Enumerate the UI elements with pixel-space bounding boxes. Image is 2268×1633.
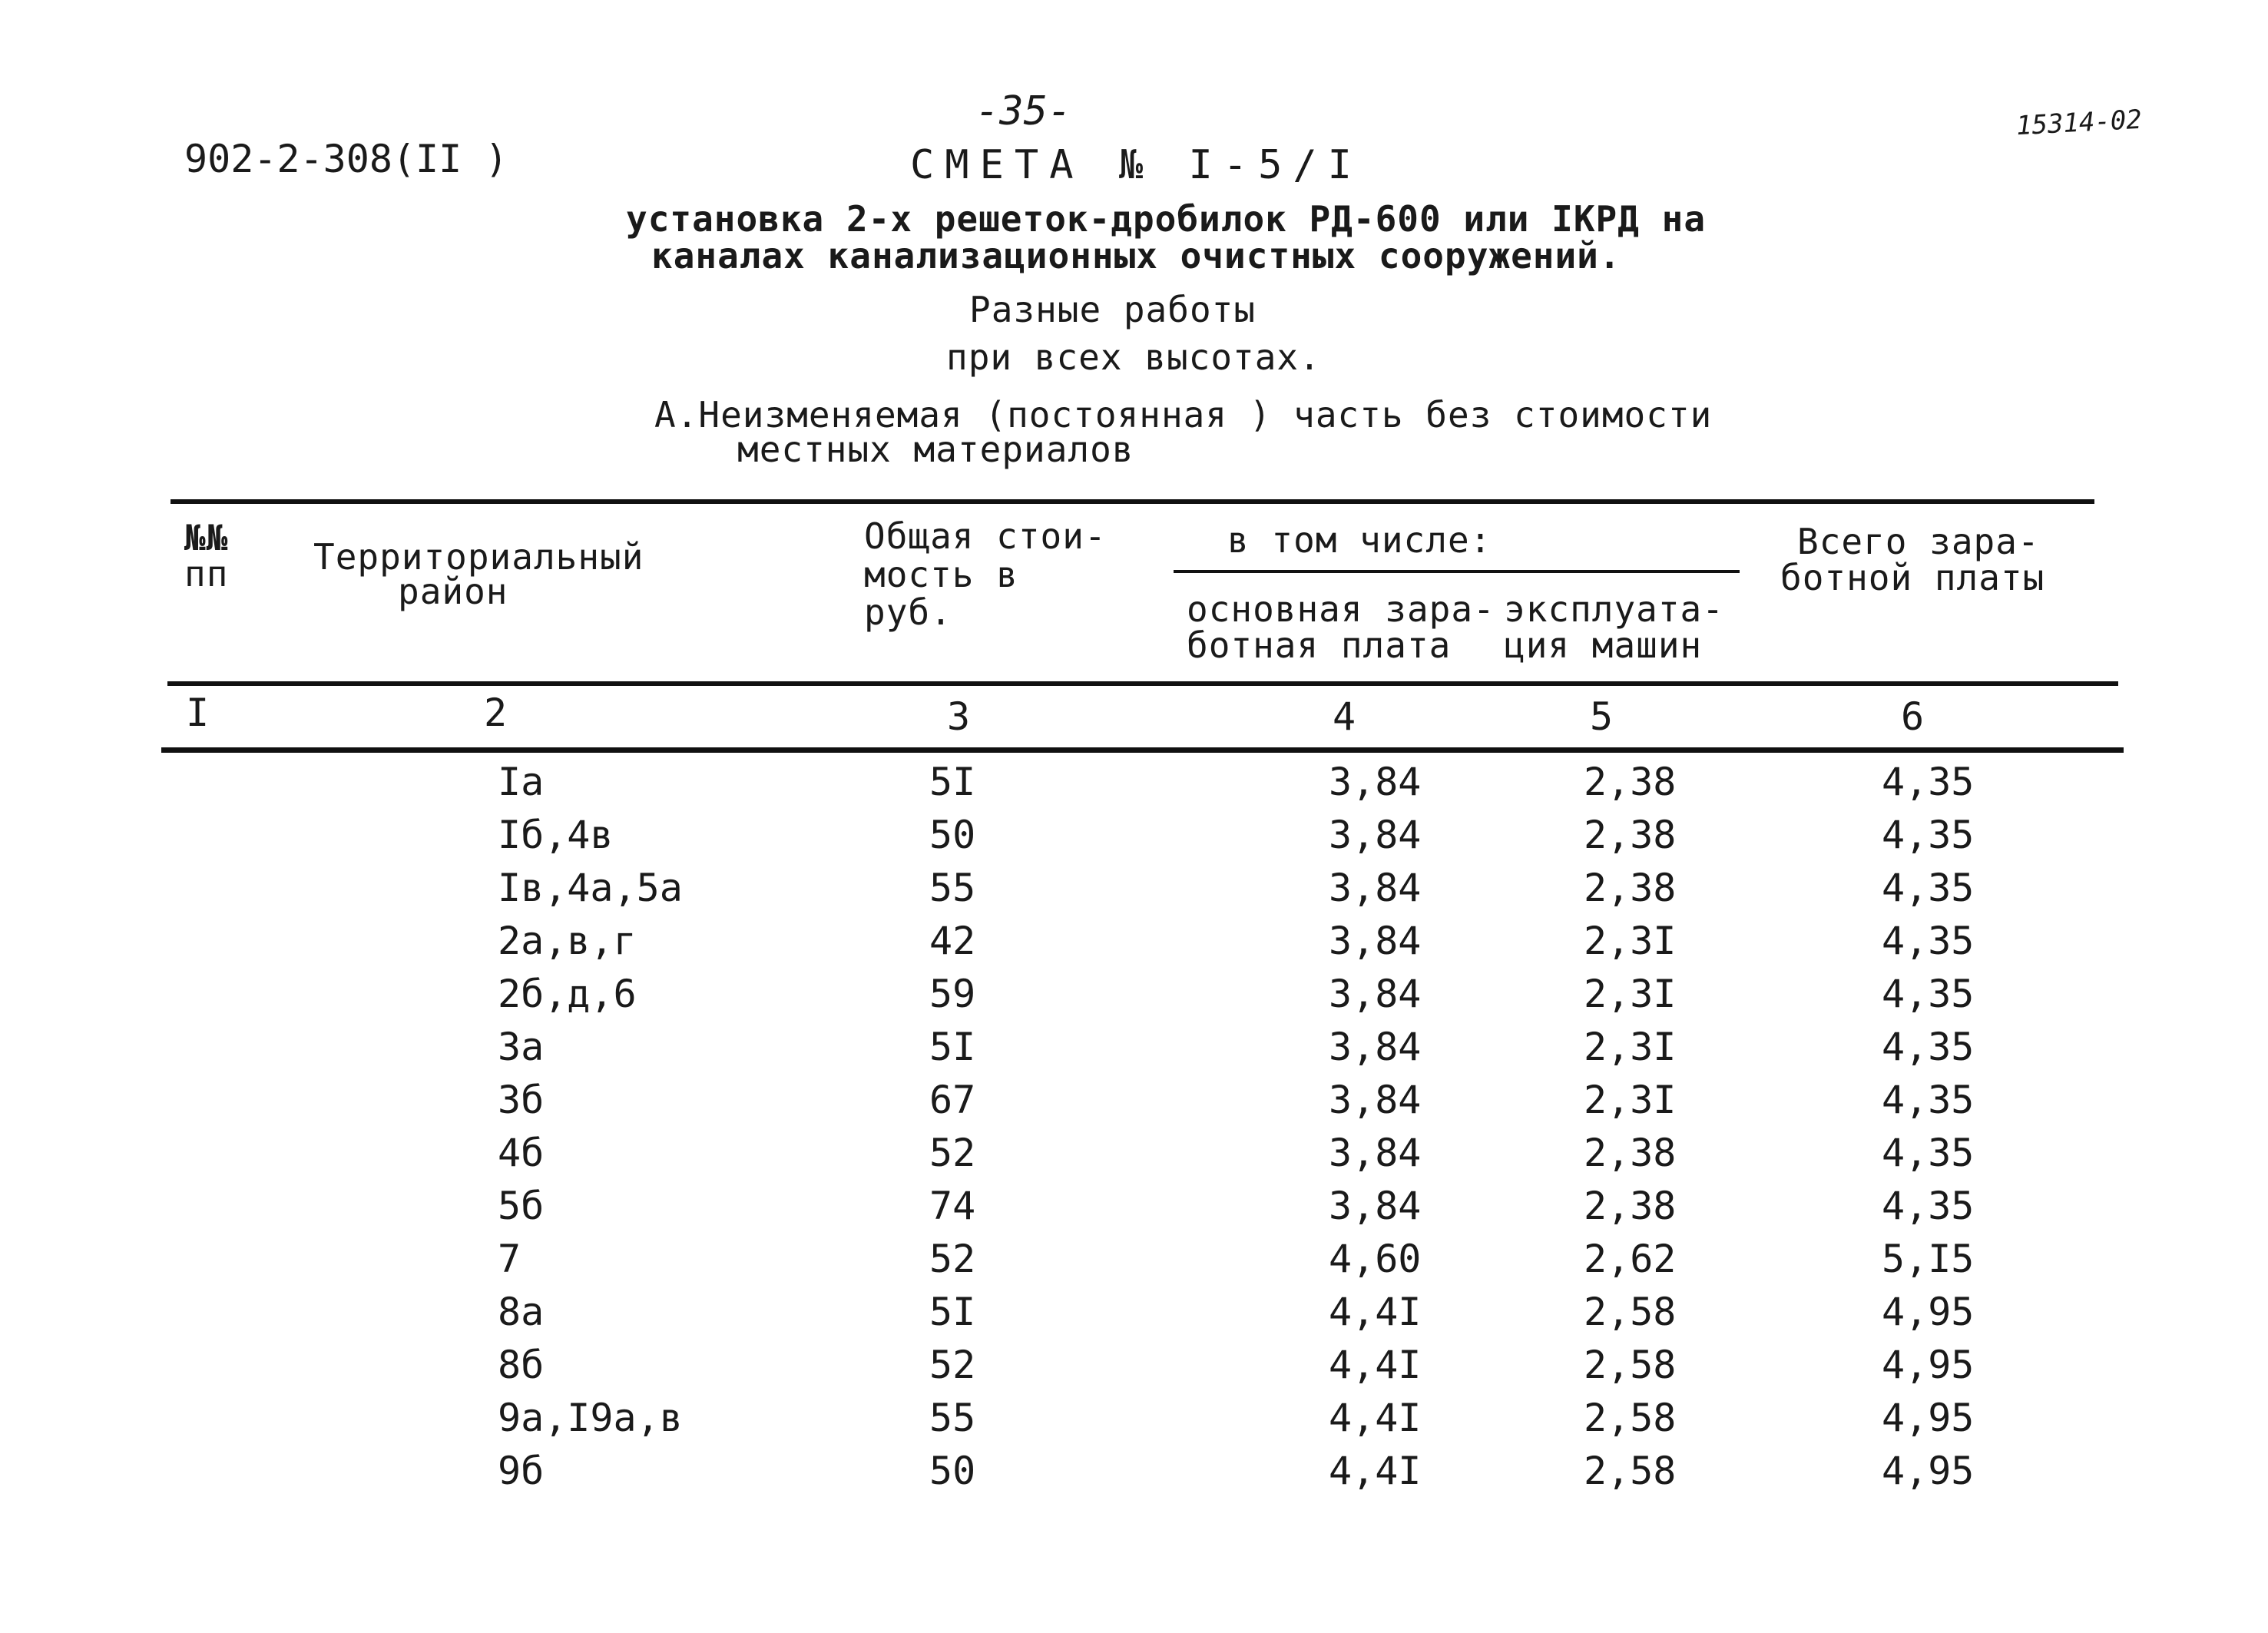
- header-basic-wage-line-1: основная зара-: [1187, 588, 1495, 630]
- basic-wage-cell: 3,84: [1329, 919, 1422, 963]
- district-cell: 2б,д,6: [498, 972, 637, 1016]
- basic-wage-cell: 3,84: [1329, 1184, 1422, 1228]
- total-cost-cell: 67: [929, 1078, 976, 1122]
- district-cell: 3б: [498, 1078, 545, 1122]
- total-wage-cell: 4,95: [1882, 1290, 1975, 1334]
- part-heading-line-2: местных материалов: [737, 429, 1134, 470]
- column-number: 5: [1590, 694, 1614, 739]
- basic-wage-cell: 3,84: [1329, 866, 1422, 910]
- table-row: [0, 1237, 2268, 1284]
- table-row: [0, 1131, 2268, 1178]
- header-district: район: [398, 571, 508, 612]
- table-row: [0, 866, 2268, 913]
- table-top-rule: [171, 499, 2094, 504]
- header-total-cost-line-3: руб.: [864, 591, 952, 633]
- header-territorial: Территориальный: [313, 536, 644, 578]
- column-number: 2: [484, 691, 508, 735]
- total-cost-cell: 42: [929, 919, 976, 963]
- table-row: [0, 1078, 2268, 1125]
- column-number: 6: [1901, 694, 1925, 739]
- column-number: I: [186, 691, 210, 735]
- table-row: [0, 972, 2268, 1019]
- basic-wage-cell: 3,84: [1329, 813, 1422, 857]
- machine-operation-cell: 2,38: [1584, 1131, 1677, 1175]
- table-row: [0, 1184, 2268, 1231]
- machine-operation-cell: 2,38: [1584, 760, 1677, 804]
- total-wage-cell: 4,35: [1882, 1025, 1975, 1069]
- basic-wage-cell: 3,84: [1329, 760, 1422, 804]
- table-row: [0, 1290, 2268, 1337]
- total-wage-cell: 4,35: [1882, 972, 1975, 1016]
- total-wage-cell: 4,35: [1882, 813, 1975, 857]
- total-wage-cell: 4,35: [1882, 919, 1975, 963]
- basic-wage-cell: 4,4I: [1329, 1290, 1422, 1334]
- header-bottom-rule: [167, 681, 2118, 686]
- total-cost-cell: 5I: [929, 1025, 976, 1069]
- table-row: [0, 1343, 2268, 1390]
- district-cell: 9б: [498, 1449, 545, 1493]
- machine-operation-cell: 2,38: [1584, 813, 1677, 857]
- column-numbers-rule: [161, 747, 2124, 753]
- header-total-wage-line-1: Всего зара-: [1797, 521, 2040, 562]
- header-including: в том числе:: [1227, 519, 1492, 561]
- district-cell: 3а: [498, 1025, 545, 1069]
- header-total-cost-line-2: мость в: [864, 554, 1018, 595]
- machine-operation-cell: 2,3I: [1584, 919, 1677, 963]
- subtitle-line-1: установка 2-х решеток-дробилок РД-600 или IКРД на: [626, 198, 1707, 240]
- header-basic-wage-line-2: ботная плата: [1187, 624, 1452, 666]
- section-subheading: при всех высотах.: [946, 336, 1321, 378]
- header-total-cost-line-1: Общая стои-: [864, 515, 1107, 557]
- total-cost-cell: 52: [929, 1237, 976, 1281]
- header-machine-operation-line-1: эксплуата-: [1504, 588, 1724, 630]
- total-cost-cell: 55: [929, 866, 976, 910]
- table-row: [0, 919, 2268, 966]
- total-wage-cell: 4,35: [1882, 866, 1975, 910]
- header-machine-operation-line-2: ция машин: [1504, 624, 1703, 666]
- total-cost-cell: 55: [929, 1396, 976, 1440]
- table-row: [0, 1396, 2268, 1443]
- basic-wage-cell: 3,84: [1329, 1131, 1422, 1175]
- header-number-sign: №№: [184, 517, 229, 558]
- total-wage-cell: 4,95: [1882, 1449, 1975, 1493]
- total-wage-cell: 4,35: [1882, 1184, 1975, 1228]
- group-header-rule: [1174, 570, 1740, 573]
- total-wage-cell: 4,95: [1882, 1343, 1975, 1387]
- total-cost-cell: 74: [929, 1184, 976, 1228]
- district-cell: 8б: [498, 1343, 545, 1387]
- basic-wage-cell: 3,84: [1329, 972, 1422, 1016]
- machine-operation-cell: 2,58: [1584, 1449, 1677, 1493]
- district-cell: 9а,I9а,в: [498, 1396, 683, 1440]
- total-cost-cell: 52: [929, 1343, 976, 1387]
- total-cost-cell: 50: [929, 813, 976, 857]
- district-cell: Iб,4в: [498, 813, 614, 857]
- machine-operation-cell: 2,3I: [1584, 972, 1677, 1016]
- machine-operation-cell: 2,62: [1584, 1237, 1677, 1281]
- total-cost-cell: 5I: [929, 1290, 976, 1334]
- part-heading-line-1: А.Неизменяемая (постоянная ) часть без стоимости: [654, 394, 1713, 436]
- district-cell: 8а: [498, 1290, 545, 1334]
- subtitle-line-2: каналах канализационных очистных сооружений.: [651, 235, 1621, 277]
- total-cost-cell: 52: [929, 1131, 976, 1175]
- district-cell: 4б: [498, 1131, 545, 1175]
- district-cell: Iа: [498, 760, 545, 804]
- handwritten-stamp: 15314-02: [2015, 104, 2143, 142]
- column-number: 4: [1333, 694, 1356, 739]
- section-heading: Разные работы: [969, 289, 1257, 330]
- basic-wage-cell: 4,4I: [1329, 1396, 1422, 1440]
- basic-wage-cell: 3,84: [1329, 1078, 1422, 1122]
- basic-wage-cell: 4,4I: [1329, 1449, 1422, 1493]
- district-cell: 7: [498, 1237, 521, 1281]
- table-row: [0, 813, 2268, 860]
- header-total-wage-line-2: ботной платы: [1780, 557, 2045, 598]
- total-wage-cell: 4,35: [1882, 1078, 1975, 1122]
- total-wage-cell: 4,35: [1882, 760, 1975, 804]
- total-wage-cell: 4,35: [1882, 1131, 1975, 1175]
- document-code: 902-2-308(II ): [184, 137, 508, 181]
- estimate-title: СМЕТА № I-5/I: [910, 142, 1362, 188]
- basic-wage-cell: 4,4I: [1329, 1343, 1422, 1387]
- machine-operation-cell: 2,58: [1584, 1343, 1677, 1387]
- total-wage-cell: 4,95: [1882, 1396, 1975, 1440]
- district-cell: 5б: [498, 1184, 545, 1228]
- basic-wage-cell: 4,60: [1329, 1237, 1422, 1281]
- total-cost-cell: 5I: [929, 760, 976, 804]
- district-cell: 2а,в,г: [498, 919, 637, 963]
- page-number: -35-: [975, 88, 1072, 134]
- machine-operation-cell: 2,58: [1584, 1290, 1677, 1334]
- total-cost-cell: 59: [929, 972, 976, 1016]
- total-cost-cell: 50: [929, 1449, 976, 1493]
- machine-operation-cell: 2,58: [1584, 1396, 1677, 1440]
- table-row: [0, 1025, 2268, 1072]
- machine-operation-cell: 2,3I: [1584, 1025, 1677, 1069]
- column-number: 3: [947, 694, 971, 739]
- header-pp: пп: [184, 553, 229, 595]
- total-wage-cell: 5,I5: [1882, 1237, 1975, 1281]
- machine-operation-cell: 2,3I: [1584, 1078, 1677, 1122]
- table-row: [0, 1449, 2268, 1496]
- basic-wage-cell: 3,84: [1329, 1025, 1422, 1069]
- district-cell: Iв,4а,5а: [498, 866, 683, 910]
- machine-operation-cell: 2,38: [1584, 1184, 1677, 1228]
- machine-operation-cell: 2,38: [1584, 866, 1677, 910]
- table-row: [0, 760, 2268, 807]
